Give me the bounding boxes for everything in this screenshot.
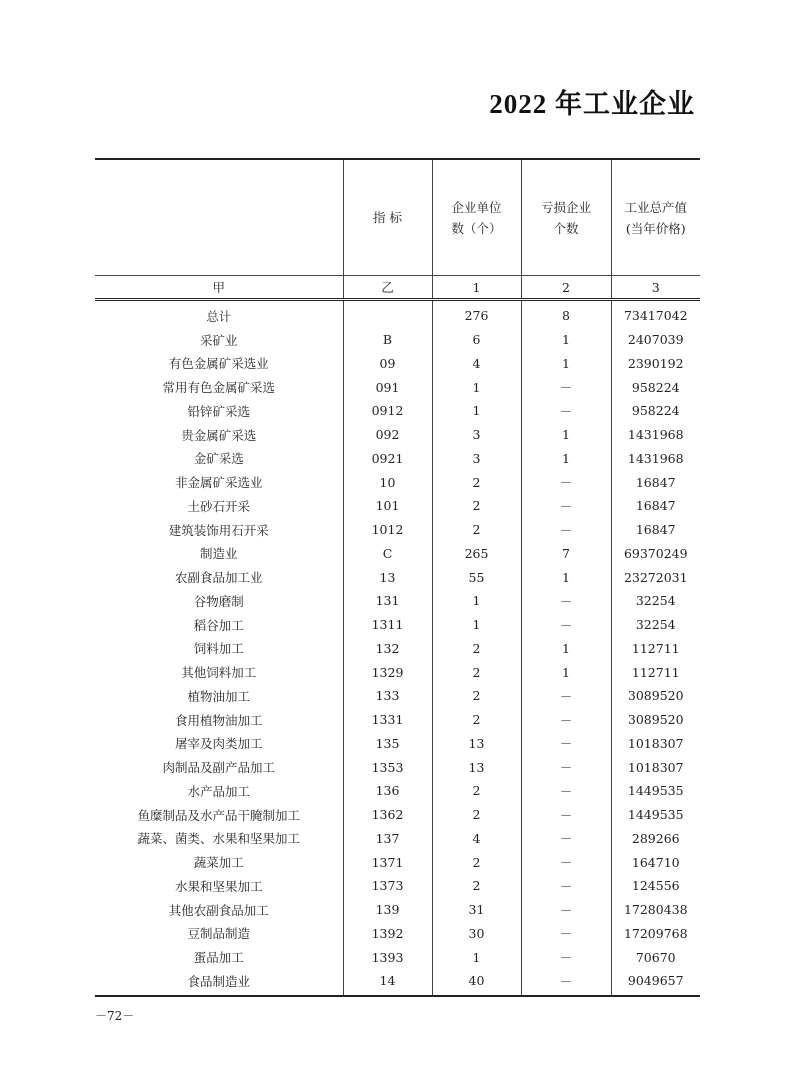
loss-enterprise-count: － — [521, 399, 611, 423]
gross-industrial-output: 1431968 — [611, 423, 700, 447]
indicator-name: 土砂石开采 — [187, 498, 250, 514]
gross-industrial-output: 1431968 — [611, 447, 700, 471]
indicator-code: 137 — [343, 827, 432, 851]
indicator-code: 101 — [343, 494, 432, 518]
table-row — [95, 352, 700, 376]
enterprise-count: 4 — [432, 827, 521, 851]
indicator-code: 139 — [343, 898, 432, 922]
indicator-code: 132 — [343, 637, 432, 661]
indicator-name: 采矿业 — [199, 332, 238, 348]
indicator-code: 10 — [343, 470, 432, 494]
indicator-name: 水产品加工 — [187, 783, 250, 799]
loss-enterprise-count: － — [521, 684, 611, 708]
enterprise-count: 4 — [432, 352, 521, 376]
enterprise-count: 276 — [432, 300, 521, 328]
table-row — [95, 375, 700, 399]
gross-industrial-output: 9049657 — [611, 969, 700, 996]
indicator-name: 水果和坚果加工 — [174, 878, 263, 894]
enterprise-count: 1 — [432, 375, 521, 399]
indicator-name: 常用有色金属矿采选 — [162, 380, 275, 396]
page-number: －72－ — [95, 1009, 135, 1023]
enterprise-count: 13 — [432, 732, 521, 756]
indicator-name: 其他饲料加工 — [181, 665, 257, 681]
header-loss-enterprise-count — [521, 159, 611, 276]
column-code: 甲 — [95, 276, 343, 300]
loss-enterprise-count: － — [521, 613, 611, 637]
column-code: 1 — [432, 276, 521, 300]
indicator-code: 09 — [343, 352, 432, 376]
enterprise-count: 2 — [432, 637, 521, 661]
loss-enterprise-count: 1 — [521, 352, 611, 376]
page-title: 2022 年工业企业 — [489, 89, 695, 119]
indicator-code: 0921 — [343, 447, 432, 471]
enterprise-count: 1 — [432, 399, 521, 423]
table-row — [95, 613, 700, 637]
loss-enterprise-count: － — [521, 969, 611, 996]
gross-industrial-output: 112711 — [611, 660, 700, 684]
gross-industrial-output: 1018307 — [611, 732, 700, 756]
column-code: 3 — [611, 276, 700, 300]
table-body — [95, 300, 700, 996]
loss-enterprise-count: － — [521, 589, 611, 613]
header-line: 亏损企业 — [540, 199, 591, 215]
indicator-name: 食用植物油加工 — [174, 712, 263, 728]
indicator-name: 总计 — [206, 308, 232, 324]
gross-industrial-output: 23272031 — [611, 565, 700, 589]
loss-enterprise-count: － — [521, 827, 611, 851]
gross-industrial-output: 70670 — [611, 945, 700, 969]
loss-enterprise-count: 7 — [521, 542, 611, 566]
industrial-enterprise-table — [95, 158, 700, 997]
indicator-code: 136 — [343, 779, 432, 803]
indicator-name: 建筑装饰用石开采 — [168, 522, 269, 538]
loss-enterprise-count: 8 — [521, 300, 611, 328]
header-line: 企业单位 — [451, 199, 502, 215]
header-enterprise-count — [432, 159, 521, 276]
indicator-code: 1353 — [343, 755, 432, 779]
header-line: 工业总产值 — [624, 199, 687, 215]
enterprise-count: 40 — [432, 969, 521, 996]
header-indicator-code — [343, 159, 432, 276]
indicator-code: B — [343, 328, 432, 352]
table-row — [95, 827, 700, 851]
indicator-name: 蔬菜加工 — [193, 855, 244, 871]
enterprise-count: 1 — [432, 613, 521, 637]
enterprise-count: 3 — [432, 447, 521, 471]
enterprise-count: 30 — [432, 922, 521, 946]
indicator-code: 135 — [343, 732, 432, 756]
indicator-name: 非金属矿采选业 — [174, 475, 263, 491]
indicator-code: 1393 — [343, 945, 432, 969]
indicator-name: 贵金属矿采选 — [181, 427, 257, 443]
loss-enterprise-count: － — [521, 850, 611, 874]
table-row — [95, 732, 700, 756]
header-line: 指 标 — [373, 210, 402, 225]
indicator-name: 蛋品加工 — [193, 950, 244, 966]
indicator-name: 饲料加工 — [193, 641, 244, 657]
gross-industrial-output: 16847 — [611, 518, 700, 542]
gross-industrial-output: 124556 — [611, 874, 700, 898]
indicator-name: 蔬菜、菌类、水果和坚果加工 — [137, 831, 300, 847]
enterprise-count: 2 — [432, 660, 521, 684]
loss-enterprise-count: 1 — [521, 565, 611, 589]
gross-industrial-output: 1449535 — [611, 803, 700, 827]
gross-industrial-output: 164710 — [611, 850, 700, 874]
enterprise-count: 2 — [432, 470, 521, 494]
indicator-code: 133 — [343, 684, 432, 708]
gross-industrial-output: 1449535 — [611, 779, 700, 803]
table-row — [95, 779, 700, 803]
table-row — [95, 684, 700, 708]
column-code: 乙 — [343, 276, 432, 300]
indicator-code: 092 — [343, 423, 432, 447]
table-row — [95, 423, 700, 447]
indicator-code: 14 — [343, 969, 432, 996]
loss-enterprise-count: － — [521, 898, 611, 922]
loss-enterprise-count: － — [521, 945, 611, 969]
loss-enterprise-count: － — [521, 779, 611, 803]
enterprise-count: 2 — [432, 708, 521, 732]
loss-enterprise-count: － — [521, 803, 611, 827]
indicator-code: 1371 — [343, 850, 432, 874]
indicator-name: 制造业 — [199, 546, 238, 562]
header-line: 数（个） — [451, 220, 502, 236]
table-row — [95, 470, 700, 494]
gross-industrial-output: 112711 — [611, 637, 700, 661]
loss-enterprise-count: － — [521, 494, 611, 518]
loss-enterprise-count: 1 — [521, 637, 611, 661]
table-row — [95, 969, 700, 996]
table-row — [95, 447, 700, 471]
table-row — [95, 300, 700, 328]
indicator-name: 肉制品及副产品加工 — [162, 760, 275, 776]
gross-industrial-output: 3089520 — [611, 684, 700, 708]
loss-enterprise-count: － — [521, 874, 611, 898]
indicator-code: 1392 — [343, 922, 432, 946]
indicator-name: 其他农副食品加工 — [168, 902, 269, 918]
indicator-name: 豆制品制造 — [187, 926, 250, 942]
indicator-code: 1012 — [343, 518, 432, 542]
column-code-row — [95, 276, 700, 300]
indicator-code: 1362 — [343, 803, 432, 827]
loss-enterprise-count: 1 — [521, 328, 611, 352]
enterprise-count: 31 — [432, 898, 521, 922]
table-row — [95, 922, 700, 946]
indicator-name: 植物油加工 — [187, 688, 250, 704]
table-row — [95, 898, 700, 922]
table-row — [95, 660, 700, 684]
loss-enterprise-count: － — [521, 732, 611, 756]
indicator-name: 谷物磨制 — [193, 593, 244, 609]
enterprise-count: 55 — [432, 565, 521, 589]
loss-enterprise-count: － — [521, 922, 611, 946]
gross-industrial-output: 1018307 — [611, 755, 700, 779]
indicator-code: 091 — [343, 375, 432, 399]
indicator-name: 金矿采选 — [193, 451, 244, 467]
table-row — [95, 637, 700, 661]
loss-enterprise-count: － — [521, 708, 611, 732]
loss-enterprise-count: － — [521, 518, 611, 542]
indicator-name: 屠宰及肉类加工 — [174, 736, 263, 752]
column-code: 2 — [521, 276, 611, 300]
enterprise-count: 3 — [432, 423, 521, 447]
loss-enterprise-count: － — [521, 470, 611, 494]
enterprise-count: 2 — [432, 779, 521, 803]
indicator-name: 铅锌矿采选 — [187, 403, 250, 419]
gross-industrial-output: 16847 — [611, 494, 700, 518]
gross-industrial-output: 17280438 — [611, 898, 700, 922]
indicator-name: 鱼糜制品及水产品干腌制加工 — [137, 807, 300, 823]
loss-enterprise-count: － — [521, 755, 611, 779]
gross-industrial-output: 73417042 — [611, 300, 700, 328]
table-row — [95, 589, 700, 613]
header-gross-industrial-output — [611, 159, 700, 276]
table-row — [95, 518, 700, 542]
enterprise-count: 6 — [432, 328, 521, 352]
indicator-code: 131 — [343, 589, 432, 613]
table-row — [95, 708, 700, 732]
table-row — [95, 542, 700, 566]
table-row — [95, 850, 700, 874]
loss-enterprise-count: 1 — [521, 660, 611, 684]
table-row — [95, 874, 700, 898]
header-row — [95, 159, 700, 276]
loss-enterprise-count: 1 — [521, 447, 611, 471]
table-row — [95, 399, 700, 423]
table-row — [95, 494, 700, 518]
enterprise-count: 1 — [432, 589, 521, 613]
gross-industrial-output: 17209768 — [611, 922, 700, 946]
indicator-code: 1331 — [343, 708, 432, 732]
header-line: (当年价格) — [625, 220, 686, 236]
table-row — [95, 945, 700, 969]
gross-industrial-output: 69370249 — [611, 542, 700, 566]
enterprise-count: 2 — [432, 850, 521, 874]
loss-enterprise-count: － — [521, 375, 611, 399]
gross-industrial-output: 16847 — [611, 470, 700, 494]
gross-industrial-output: 2390192 — [611, 352, 700, 376]
gross-industrial-output: 3089520 — [611, 708, 700, 732]
indicator-code: 1311 — [343, 613, 432, 637]
indicator-name: 稻谷加工 — [193, 617, 244, 633]
enterprise-count: 2 — [432, 494, 521, 518]
gross-industrial-output: 32254 — [611, 613, 700, 637]
loss-enterprise-count: 1 — [521, 423, 611, 447]
indicator-code — [343, 300, 432, 328]
table-row — [95, 328, 700, 352]
enterprise-count: 2 — [432, 684, 521, 708]
table-row — [95, 803, 700, 827]
table-row — [95, 565, 700, 589]
enterprise-count: 13 — [432, 755, 521, 779]
enterprise-count: 2 — [432, 874, 521, 898]
indicator-name: 有色金属矿采选业 — [168, 356, 269, 372]
gross-industrial-output: 32254 — [611, 589, 700, 613]
enterprise-count: 265 — [432, 542, 521, 566]
indicator-name: 食品制造业 — [95, 969, 343, 996]
header-line: 个数 — [553, 220, 579, 236]
gross-industrial-output: 2407039 — [611, 328, 700, 352]
enterprise-count: 1 — [432, 945, 521, 969]
indicator-name: 农副食品加工业 — [174, 570, 263, 586]
enterprise-count: 2 — [432, 518, 521, 542]
indicator-code: 1373 — [343, 874, 432, 898]
header-indicator-name — [95, 159, 343, 276]
gross-industrial-output: 289266 — [611, 827, 700, 851]
gross-industrial-output: 958224 — [611, 375, 700, 399]
indicator-code: 13 — [343, 565, 432, 589]
indicator-code: 0912 — [343, 399, 432, 423]
indicator-code: 1329 — [343, 660, 432, 684]
gross-industrial-output: 958224 — [611, 399, 700, 423]
indicator-code: C — [343, 542, 432, 566]
enterprise-count: 2 — [432, 803, 521, 827]
table-row — [95, 755, 700, 779]
